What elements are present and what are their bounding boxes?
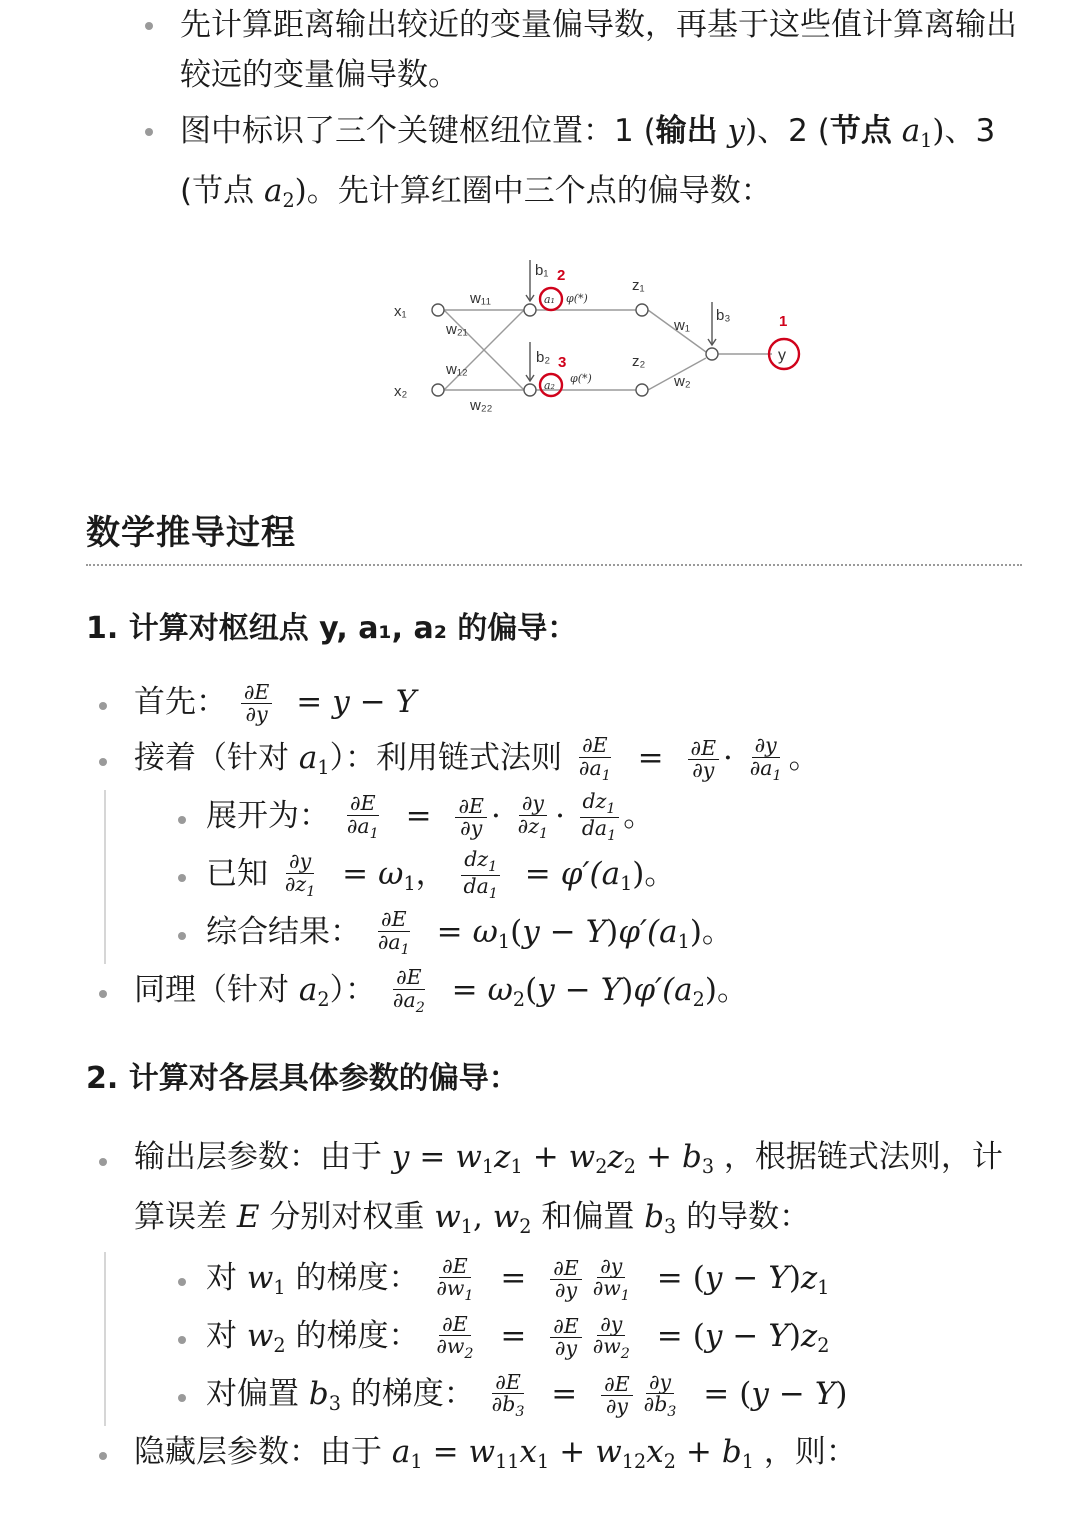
marker-3: 3: [558, 354, 567, 371]
s2-nested: [104, 1252, 1026, 1426]
s1-result: 综合结果： $\frac{\partial E}{\partial a_1}$ = $\omega_1(y - Y)\varphi'(a_1)$。: [106, 906, 1026, 964]
s2-grad-w1: 对 $w_1$ 的梯度： $\frac{\partial E}{\partial w_1}$ = $\frac{\partial E}{\partial y}$ $\frac{\partial y}{\partial w_1}$ = $(y - Y)z_1$: [106, 1252, 1026, 1310]
intro-bullet-2: 图中标识了三个关键枢纽位置：1 (输出 y)、2 (节点 $a_1$)、3 (节点 $a_2$)。先计算红圈中三个点的偏导数：: [140, 106, 1020, 226]
node-h2: [524, 384, 536, 396]
s1-expand: 展开为： $\frac{\partial E}{\partial a_1}$ = $\frac{\partial E}{\partial y}$ · $\frac{\partial y}{\partial z_1}$ · $\frac{dz_1}{da_1}$ 。: [106, 790, 1026, 848]
marker-2: 2: [557, 267, 566, 284]
label-z2: z₂: [632, 353, 646, 370]
label-w21: w₂₁: [446, 321, 468, 338]
label-a1: a₁: [544, 293, 555, 306]
section2-list: [96, 1132, 1026, 1484]
s1-nested: [104, 790, 1026, 964]
section-heading: 数学推导过程: [86, 513, 296, 553]
s1-known: 已知 $\frac{\partial y}{\partial z_1}$ = $\omega_1$， $\frac{dz_1}{da_1}$ = $\varphi'(a_1)$。: [106, 848, 1026, 906]
s2-grad-w2: 对 $w_2$ 的梯度： $\frac{\partial E}{\partial w_2}$ = $\frac{\partial E}{\partial y}$ $\frac{\partial y}{\partial w_2}$ = $(y - Y)z_2$: [106, 1310, 1026, 1368]
node-x2: [432, 384, 444, 396]
node-x1: [432, 304, 444, 316]
node-sum: [706, 348, 718, 360]
s2-hidden: 隐藏层参数：由于 $a_1 = w_{11}x_1 + w_{12}x_2 + b_1$ ，则：: [96, 1426, 1026, 1484]
heading-divider: [86, 564, 1022, 566]
section1-title: 1. 计算对枢纽点 y, a₁, a₂ 的偏导：: [86, 611, 578, 646]
label-w2: w₂: [674, 373, 691, 390]
label-b1: b₁: [535, 262, 549, 279]
marker-1: 1: [779, 313, 788, 330]
label-w11: w₁₁: [470, 290, 491, 307]
label-w1: w₁: [674, 317, 690, 334]
node-z1: [636, 304, 648, 316]
label-w12: w₁₂: [446, 361, 468, 378]
label-a2: a₂: [544, 379, 555, 392]
label-phi2: φ(*): [570, 372, 592, 385]
s1-same: 同理（针对 $a_2$）： $\frac{\partial E}{\partial a_2}$ = $\omega_2(y - Y)\varphi'(a_2)$。: [96, 964, 1026, 1024]
label-w22: w₂₂: [470, 397, 493, 414]
label-phi1: φ(*): [566, 292, 588, 305]
neural-network-diagram: [380, 250, 820, 430]
node-h1: [524, 304, 536, 316]
label-b3: b₃: [716, 307, 731, 324]
intro-list: [140, 0, 1020, 232]
label-x1: x₁: [394, 303, 407, 320]
s2-output: 输出层参数：由于 $y = w_1z_1 + w_2z_2 + b_3$ ，根据链式法则，计 算误差 E 分别对权重 $w_1$, $w_2$ 和偏置 $b_3$ 的导数：: [96, 1132, 1026, 1252]
label-y: y: [778, 347, 786, 364]
s1-next: 接着（针对 $a_1$）：利用链式法则 $\frac{\partial E}{\partial a_1}$ = $\frac{\partial E}{\partial y}$ · $\frac{\partial y}{\partial a_1}$ 。: [96, 732, 1026, 790]
node-z2: [636, 384, 648, 396]
label-b2: b₂: [536, 349, 551, 366]
label-x2: x₂: [394, 383, 408, 400]
s2-grad-b3: 对偏置 $b_3$ 的梯度： $\frac{\partial E}{\partial b_3}$ = $\frac{\partial E}{\partial y}$ $\frac{\partial y}{\partial b_3}$ = (y − Y): [106, 1368, 1026, 1426]
section1-list: [96, 676, 1026, 1024]
s1-first: 首先： $\frac{\partial E}{\partial y}$ = y − Y: [96, 676, 1026, 732]
label-z1: z₁: [632, 277, 645, 294]
intro-bullet-1: 先计算距离输出较近的变量偏导数，再基于这些值计算离输出较远的变量偏导数。: [140, 0, 1020, 100]
section2-title: 2. 计算对各层具体参数的偏导：: [86, 1061, 519, 1096]
